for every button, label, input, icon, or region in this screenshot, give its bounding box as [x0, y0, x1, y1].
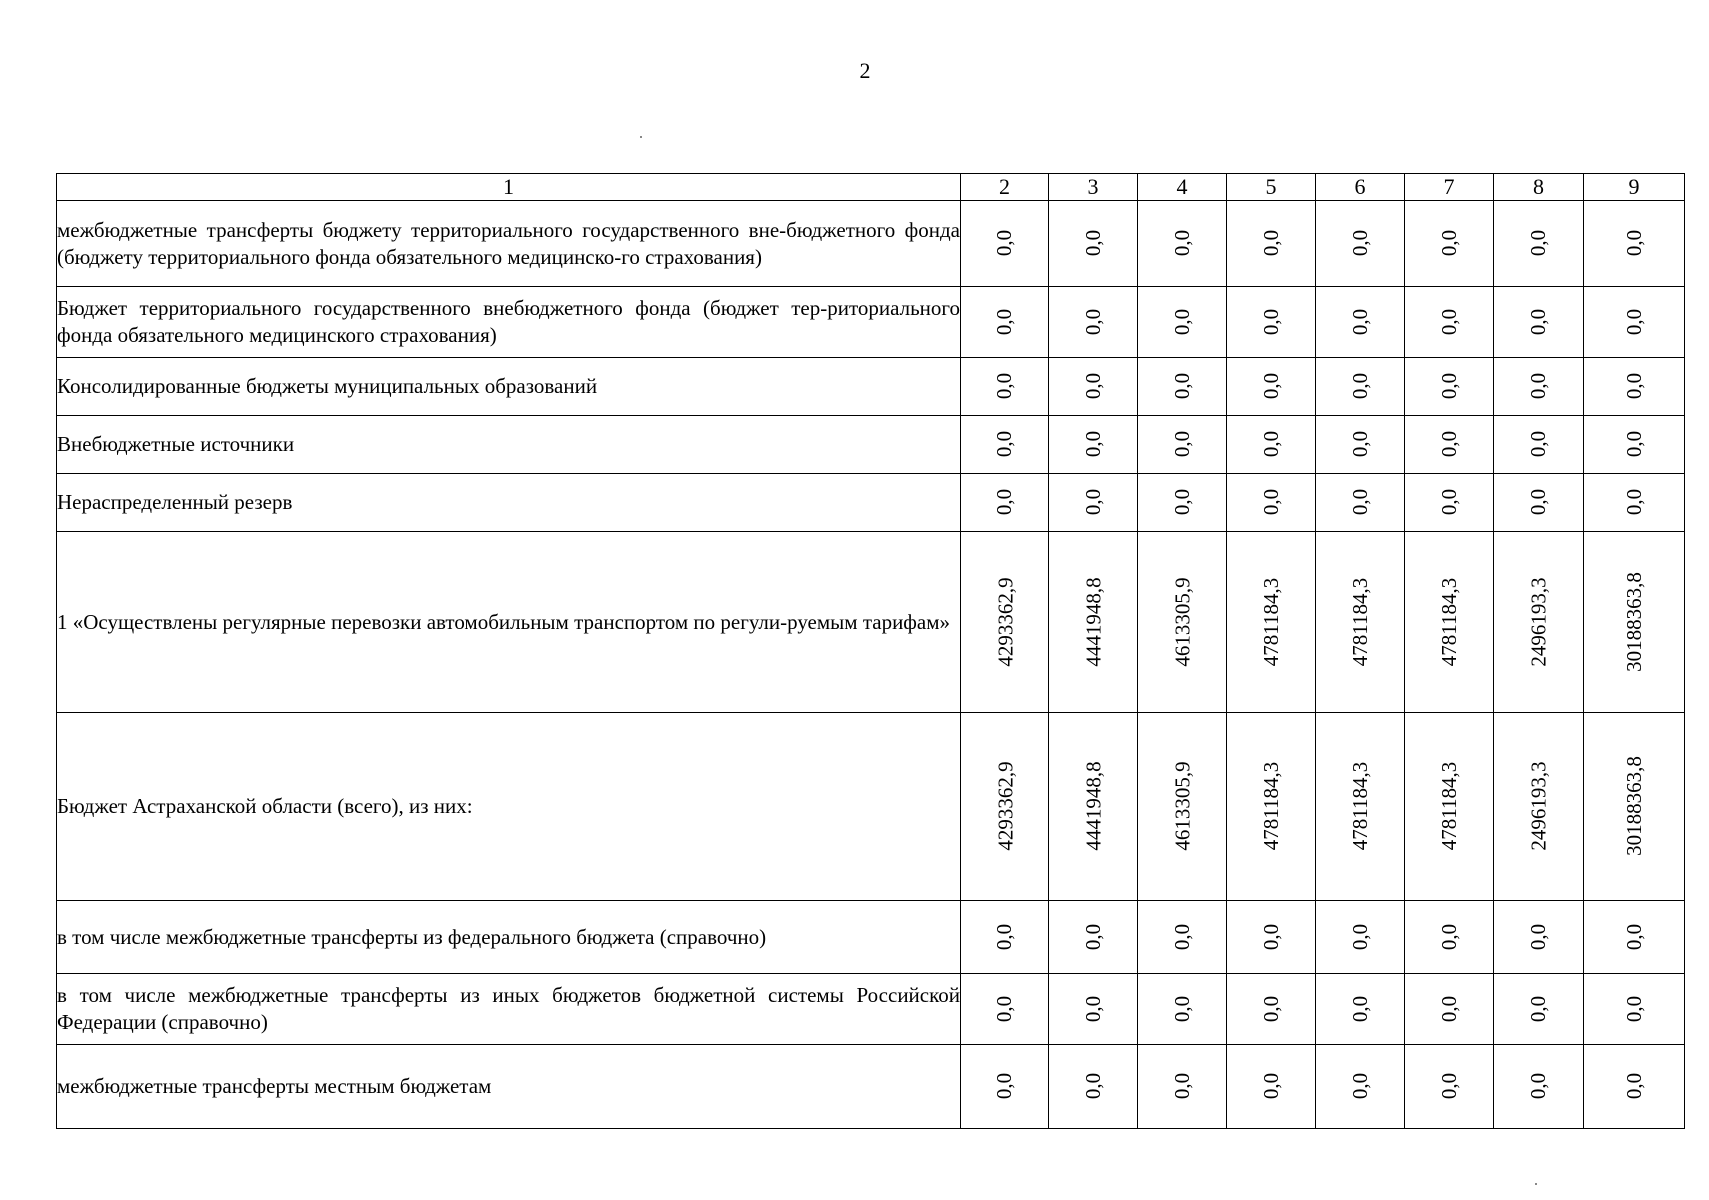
cell-value: 30188363,8 [1622, 756, 1646, 856]
value-cell [1494, 287, 1584, 358]
value-cell [961, 287, 1049, 358]
value-cell [1227, 974, 1316, 1045]
column-header: 5 [1227, 174, 1316, 201]
table-row [57, 901, 1685, 974]
value-cell [1049, 1045, 1138, 1129]
table-row [57, 532, 1685, 713]
value-cell [1138, 901, 1227, 974]
table-row [57, 287, 1685, 358]
cell-value: 4781184,3 [1259, 761, 1284, 851]
value-cell [1049, 532, 1138, 713]
cell-value: 0,0 [1348, 995, 1372, 1022]
value-cell [1049, 416, 1138, 474]
cell-value: 0,0 [1081, 1072, 1105, 1100]
cell-value: 0,0 [1622, 430, 1646, 458]
cell-value: 0,0 [1526, 995, 1551, 1022]
column-header: 6 [1316, 174, 1405, 201]
cell-value: 0,0 [1170, 308, 1194, 335]
value-cell [1494, 713, 1584, 901]
value-cell [961, 532, 1049, 713]
value-cell [961, 1045, 1049, 1129]
cell-value: 0,0 [1437, 430, 1461, 458]
cell-value: 0,0 [1622, 995, 1646, 1022]
cell-value: 0,0 [1348, 1072, 1372, 1100]
table-row [57, 474, 1685, 532]
cell-value: 4781184,3 [1348, 577, 1373, 666]
value-cell [961, 201, 1049, 287]
value-cell [1138, 201, 1227, 287]
value-cell [1049, 287, 1138, 358]
value-cell [1227, 532, 1316, 713]
value-cell [1405, 974, 1494, 1045]
value-cell [1138, 713, 1227, 901]
value-cell [1405, 358, 1494, 416]
cell-value: 0,0 [1259, 308, 1283, 335]
table-row [57, 713, 1685, 901]
value-cell [961, 901, 1049, 974]
row-label: в том числе межбюджетные трансферты из иных бюджетов бюджетной системы Российской Федерации (справочно) [57, 974, 961, 1045]
value-cell [1584, 713, 1685, 901]
value-cell [1316, 974, 1405, 1045]
cell-value: 0,0 [1437, 229, 1461, 257]
table-row [57, 358, 1685, 416]
value-cell [1316, 1045, 1405, 1129]
value-cell [961, 713, 1049, 901]
cell-value: 4781184,3 [1259, 577, 1284, 666]
cell-value: 0,0 [1259, 430, 1283, 458]
cell-value: 0,0 [1526, 923, 1551, 950]
cell-value: 0,0 [1526, 372, 1551, 400]
cell-value: 0,0 [1622, 488, 1646, 516]
cell-value: 4613305,9 [1170, 576, 1195, 667]
value-cell [1494, 974, 1584, 1045]
cell-value: 4613305,9 [1170, 761, 1195, 851]
row-label: Внебюджетные источники [57, 416, 961, 474]
cell-value: 0,0 [1081, 430, 1105, 458]
cell-value: 0,0 [992, 308, 1017, 335]
cell-value: 0,0 [1348, 923, 1372, 950]
cell-value: 4441948,8 [1081, 761, 1106, 851]
value-cell [1138, 358, 1227, 416]
row-label: Консолидированные бюджеты муниципальных образований [57, 358, 961, 416]
cell-value: 0,0 [1081, 488, 1105, 516]
cell-value: 0,0 [992, 488, 1017, 516]
value-cell [1049, 474, 1138, 532]
value-cell [1227, 287, 1316, 358]
row-label: Бюджет территориального государственного внебюджетного фонда (бюджет тер-риториального фонда обязательного медицинского страхования) [57, 287, 961, 358]
cell-value: 0,0 [1348, 430, 1372, 458]
cell-value: 0,0 [992, 430, 1017, 458]
value-cell [1584, 1045, 1685, 1129]
cell-value: 0,0 [1526, 430, 1551, 458]
cell-value: 0,0 [1259, 372, 1283, 400]
value-cell [1227, 1045, 1316, 1129]
cell-value: 0,0 [1622, 372, 1646, 400]
value-cell [1138, 287, 1227, 358]
value-cell [1584, 201, 1685, 287]
cell-value: 0,0 [1081, 923, 1105, 950]
cell-value: 0,0 [992, 1072, 1017, 1100]
cell-value: 4781184,3 [1437, 761, 1462, 851]
cell-value: 0,0 [992, 372, 1017, 400]
cell-value: 0,0 [1348, 372, 1372, 400]
cell-value: 0,0 [1437, 488, 1461, 516]
cell-value: 4441948,8 [1081, 576, 1106, 667]
table-body [57, 201, 1685, 1129]
cell-value: 2496193,3 [1526, 761, 1551, 851]
cell-value: 0,0 [1348, 229, 1372, 257]
row-label: межбюджетные трансферты местным бюджетам [57, 1045, 961, 1129]
value-cell [1584, 901, 1685, 974]
cell-value: 0,0 [1170, 430, 1194, 458]
value-cell [1049, 358, 1138, 416]
value-cell [961, 474, 1049, 532]
cell-value: 0,0 [1622, 229, 1646, 257]
table-row [57, 201, 1685, 287]
value-cell [1494, 358, 1584, 416]
row-label: в том числе межбюджетные трансферты из федерального бюджета (справочно) [57, 901, 961, 974]
scan-speck [1535, 1183, 1537, 1185]
value-cell [1405, 901, 1494, 974]
value-cell [1138, 532, 1227, 713]
value-cell [1227, 713, 1316, 901]
row-label: Бюджет Астраханской области (всего), из них: [57, 713, 961, 901]
value-cell [961, 358, 1049, 416]
table-row [57, 1045, 1685, 1129]
value-cell [1138, 1045, 1227, 1129]
row-label: Нераспределенный резерв [57, 474, 961, 532]
cell-value: 0,0 [1437, 308, 1461, 335]
value-cell [1227, 901, 1316, 974]
cell-value: 0,0 [992, 923, 1017, 950]
column-header: 9 [1584, 174, 1685, 201]
value-cell [1584, 974, 1685, 1045]
cell-value: 0,0 [1170, 488, 1194, 516]
cell-value: 0,0 [1259, 488, 1283, 516]
cell-value: 0,0 [1081, 995, 1105, 1022]
cell-value: 0,0 [1170, 372, 1194, 400]
value-cell [1316, 201, 1405, 287]
value-cell [1584, 416, 1685, 474]
cell-value: 0,0 [1259, 229, 1283, 257]
cell-value: 0,0 [1081, 372, 1105, 400]
row-label: межбюджетные трансферты бюджету территориального государственного вне-бюджетного фонда (бюджету территориального фонда обязательного медицинско-го страхования) [57, 201, 961, 287]
cell-value: 2496193,3 [1526, 576, 1551, 667]
column-header: 1 [57, 174, 961, 201]
value-cell [1227, 201, 1316, 287]
table-row [57, 416, 1685, 474]
budget-table [56, 173, 1685, 1129]
cell-value: 0,0 [1526, 229, 1551, 257]
cell-value: 0,0 [992, 995, 1017, 1022]
cell-value: 4781184,3 [1348, 761, 1373, 851]
cell-value: 0,0 [1437, 372, 1461, 400]
value-cell [1494, 1045, 1584, 1129]
value-cell [1049, 901, 1138, 974]
value-cell [961, 416, 1049, 474]
cell-value: 4781184,3 [1437, 577, 1462, 666]
value-cell [1138, 974, 1227, 1045]
value-cell [1316, 474, 1405, 532]
cell-value: 0,0 [1348, 308, 1372, 335]
cell-value: 30188363,8 [1622, 571, 1646, 672]
value-cell [1405, 474, 1494, 532]
cell-value: 0,0 [1170, 923, 1194, 950]
cell-value: 0,0 [1526, 308, 1551, 335]
column-header: 4 [1138, 174, 1227, 201]
column-header: 2 [961, 174, 1049, 201]
cell-value: 0,0 [1259, 995, 1283, 1022]
cell-value: 0,0 [1081, 229, 1105, 257]
column-header: 8 [1494, 174, 1584, 201]
value-cell [1405, 201, 1494, 287]
value-cell [1316, 532, 1405, 713]
value-cell [1584, 474, 1685, 532]
cell-value: 0,0 [1437, 995, 1461, 1022]
value-cell [1494, 532, 1584, 713]
value-cell [1049, 974, 1138, 1045]
cell-value: 0,0 [1526, 488, 1551, 516]
cell-value: 0,0 [1259, 923, 1283, 950]
value-cell [1227, 358, 1316, 416]
value-cell [961, 974, 1049, 1045]
header-row [57, 174, 1685, 201]
value-cell [1405, 416, 1494, 474]
value-cell [1049, 713, 1138, 901]
cell-value: 0,0 [1348, 488, 1372, 516]
value-cell [1316, 358, 1405, 416]
value-cell [1316, 287, 1405, 358]
cell-value: 0,0 [1081, 308, 1105, 335]
cell-value: 4293362,9 [993, 576, 1018, 667]
value-cell [1494, 201, 1584, 287]
cell-value: 0,0 [992, 229, 1017, 257]
column-header: 7 [1405, 174, 1494, 201]
value-cell [1138, 416, 1227, 474]
value-cell [1227, 416, 1316, 474]
cell-value: 0,0 [1622, 308, 1646, 335]
value-cell [1138, 474, 1227, 532]
value-cell [1227, 474, 1316, 532]
value-cell [1494, 416, 1584, 474]
value-cell [1316, 901, 1405, 974]
value-cell [1405, 532, 1494, 713]
cell-value: 0,0 [1259, 1072, 1283, 1100]
cell-value: 4293362,9 [993, 761, 1018, 851]
value-cell [1049, 201, 1138, 287]
value-cell [1584, 532, 1685, 713]
value-cell [1316, 713, 1405, 901]
value-cell [1584, 287, 1685, 358]
cell-value: 0,0 [1437, 1072, 1461, 1100]
value-cell [1405, 287, 1494, 358]
value-cell [1584, 358, 1685, 416]
value-cell [1405, 713, 1494, 901]
page-number: 2 [859, 58, 871, 83]
table-row [57, 974, 1685, 1045]
row-label: 1 «Осуществлены регулярные перевозки автомобильным транспортом по регули-руемым тарифам» [57, 532, 961, 713]
value-cell [1494, 474, 1584, 532]
cell-value: 0,0 [1622, 1072, 1646, 1100]
value-cell [1494, 901, 1584, 974]
cell-value: 0,0 [1170, 1072, 1194, 1100]
scan-speck [640, 136, 642, 138]
value-cell [1405, 1045, 1494, 1129]
cell-value: 0,0 [1170, 995, 1194, 1022]
value-cell [1316, 416, 1405, 474]
cell-value: 0,0 [1170, 229, 1194, 257]
cell-value: 0,0 [1526, 1072, 1551, 1100]
cell-value: 0,0 [1622, 923, 1646, 950]
cell-value: 0,0 [1437, 923, 1461, 950]
column-header: 3 [1049, 174, 1138, 201]
